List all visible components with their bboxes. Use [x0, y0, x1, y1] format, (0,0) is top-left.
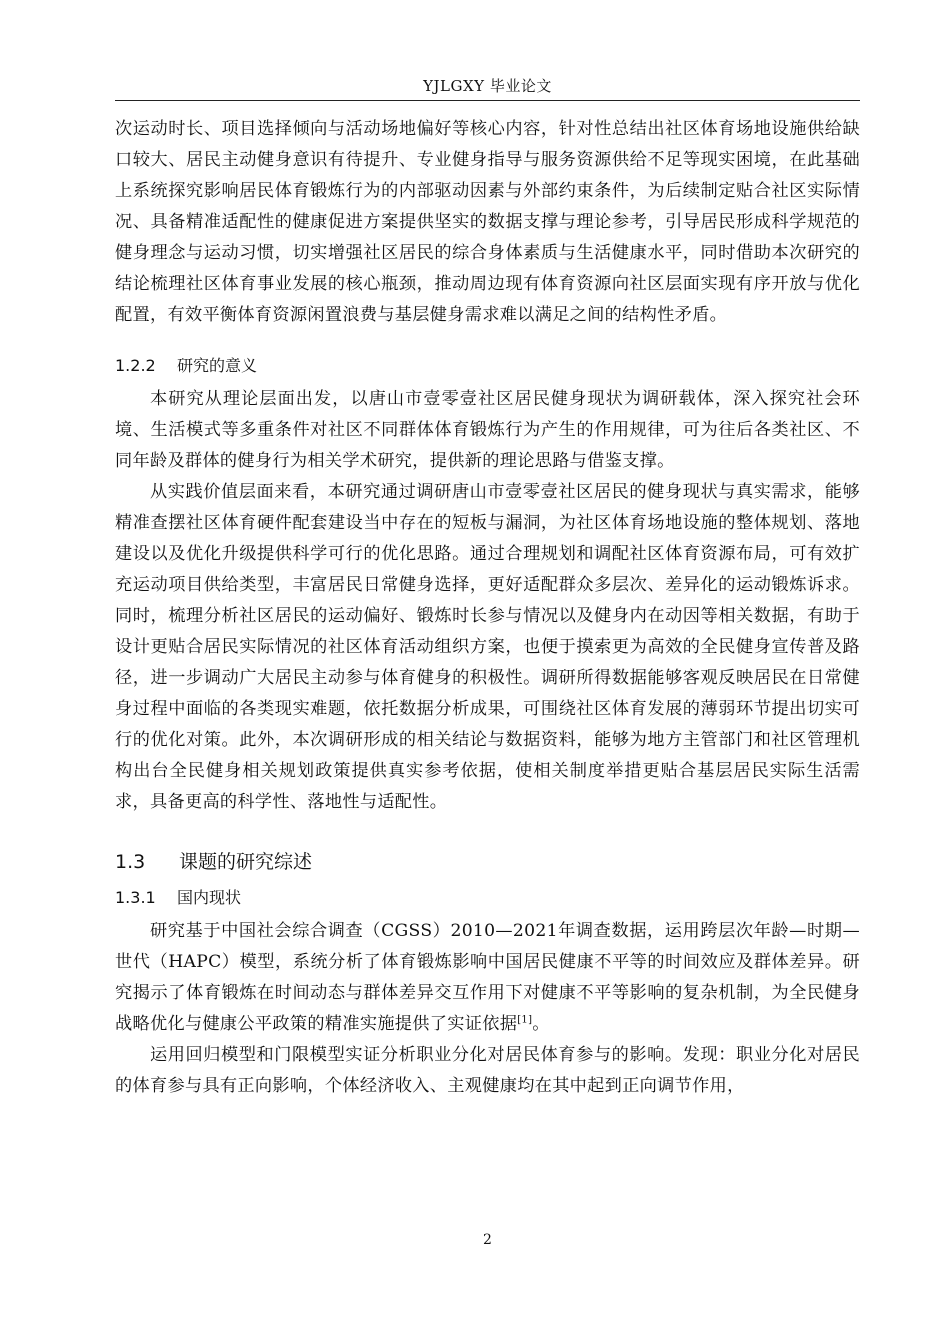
heading-number: 1.2.2	[115, 356, 156, 375]
paragraph-end-punctuation: 。	[532, 1014, 550, 1034]
page-body	[115, 114, 860, 1102]
heading-title: 国内现状	[177, 888, 242, 907]
intro-paragraph: 次运动时长、项目选择倾向与活动场地偏好等核心内容，针对性总结出社区体育场地设施供给缺口较大、居民主动健身意识有待提升、专业健身指导与服务资源供给不足等现实困境，在此基础上系统探究影响居民体育锻炼行为的内部驱动因素与外部约束条件，为后续制定贴合社区实际情况、具备精准适配性的健康促进方案提供坚实的数据支撑与理论参考，引导居民形成科学规范的健身理念与运动习惯，切实增强社区居民的综合身体素质与生活健康水平，同时借助本次研究的结论梳理社区体育事业发展的核心瓶颈，推动周边现有体育资源向社区层面实现有序开放与优化配置，有效平衡体育资源闲置浪费与基层健身需求难以满足之间的结构性矛盾。	[115, 119, 860, 325]
heading-number: 1.3	[115, 851, 146, 873]
page-number: 2	[483, 1232, 492, 1248]
heading-title: 课题的研究综述	[179, 851, 313, 873]
running-header: YJLGXY 毕业论文	[423, 77, 552, 95]
heading-1-2-2	[115, 354, 860, 378]
heading-1-3-1	[115, 886, 860, 910]
heading-title: 研究的意义	[177, 356, 258, 375]
paragraph: 本研究从理论层面出发，以唐山市壹零壹社区居民健身现状为调研载体，深入探究社会环境、生活模式等多重条件对社区不同群体体育锻炼行为产生的作用规律，可为往后各类社区、不同年龄及群体的健身行为相关学术研究，提供新的理论思路与借鉴支撑。	[115, 389, 860, 471]
paragraph: 运用回归模型和门限模型实证分析职业分化对居民体育参与的影响。发现：职业分化对居民的体育参与具有正向影响，个体经济收入、主观健康均在其中起到正向调节作用，	[115, 1045, 860, 1096]
heading-1-3	[115, 848, 860, 876]
paragraph-with-citation	[115, 916, 860, 1040]
paragraph-text: 研究基于中国社会综合调查（CGSS）2010—2021年调查数据，运用跨层次年龄—时期—世代（HAPC）模型，系统分析了体育锻炼影响中国居民健康不平等的时间效应及群体差异。研究揭示了体育锻炼在时间动态与群体差异交互作用下对健康不平等影响的复杂机制，为全民健身战略优化与健康公平政策的精准实施提供了实证依据	[115, 921, 860, 1034]
citation-reference[interactable]: [1]	[517, 1014, 533, 1026]
header-rule	[115, 100, 860, 101]
paragraph: 从实践价值层面来看，本研究通过调研唐山市壹零壹社区居民的健身现状与真实需求，能够精准查摆社区体育硬件配套建设当中存在的短板与漏洞，为社区体育场地设施的整体规划、落地建设以及优化升级提供科学可行的优化思路。通过合理规划和调配社区体育资源布局，可有效扩充运动项目供给类型，丰富居民日常健身选择，更好适配群众多层次、差异化的运动锻炼诉求。同时，梳理分析社区居民的运动偏好、锻炼时长参与情况以及健身内在动因等相关数据，有助于设计更贴合居民实际情况的社区体育活动组织方案，也便于摸索更为高效的全民健身宣传普及路径，进一步调动广大居民主动参与体育健身的积极性。调研所得数据能够客观反映居民在日常健身过程中面临的各类现实难题，依托数据分析成果，可围绕社区体育发展的薄弱环节提出切实可行的优化对策。此外，本次调研形成的相关结论与数据资料，能够为地方主管部门和社区管理机构出台全民健身相关规划政策提供真实参考依据，使相关制度举措更贴合基层居民实际生活需求，具备更高的科学性、落地性与适配性。	[115, 482, 860, 812]
heading-number: 1.3.1	[115, 888, 156, 907]
